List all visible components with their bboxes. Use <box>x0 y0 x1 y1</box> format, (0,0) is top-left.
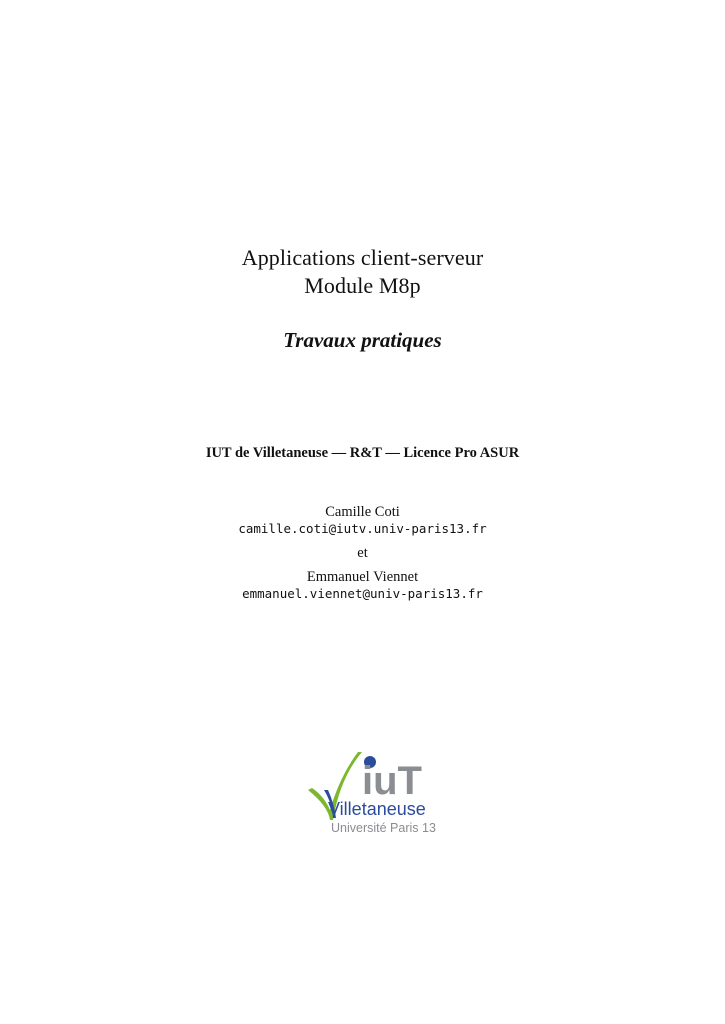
iut-villetaneuse-logo <box>300 748 440 838</box>
author-separator: et <box>357 545 368 561</box>
document-title-line-1: Applications client-serveur <box>241 245 484 270</box>
logo-villetaneuse-text: Villetaneuse <box>328 799 426 819</box>
author-2-email: emmanuel.viennet@univ-paris13.fr <box>242 586 483 601</box>
author-1-email: camille.coti@iutv.univ-paris13.fr <box>238 521 487 536</box>
document-subtitle: Travaux pratiques <box>283 328 442 352</box>
logo-letters: iuT <box>362 759 422 803</box>
author-2-name: Emmanuel Viennet <box>306 569 419 585</box>
author-1-name: Camille Coti <box>325 504 400 520</box>
institution-line: IUT de Villetaneuse — R&T — Licence Pro ASUR <box>205 445 520 461</box>
logo-university-text: Université Paris 13 <box>331 821 436 835</box>
document-title-line-2: Module M8p <box>304 273 421 298</box>
